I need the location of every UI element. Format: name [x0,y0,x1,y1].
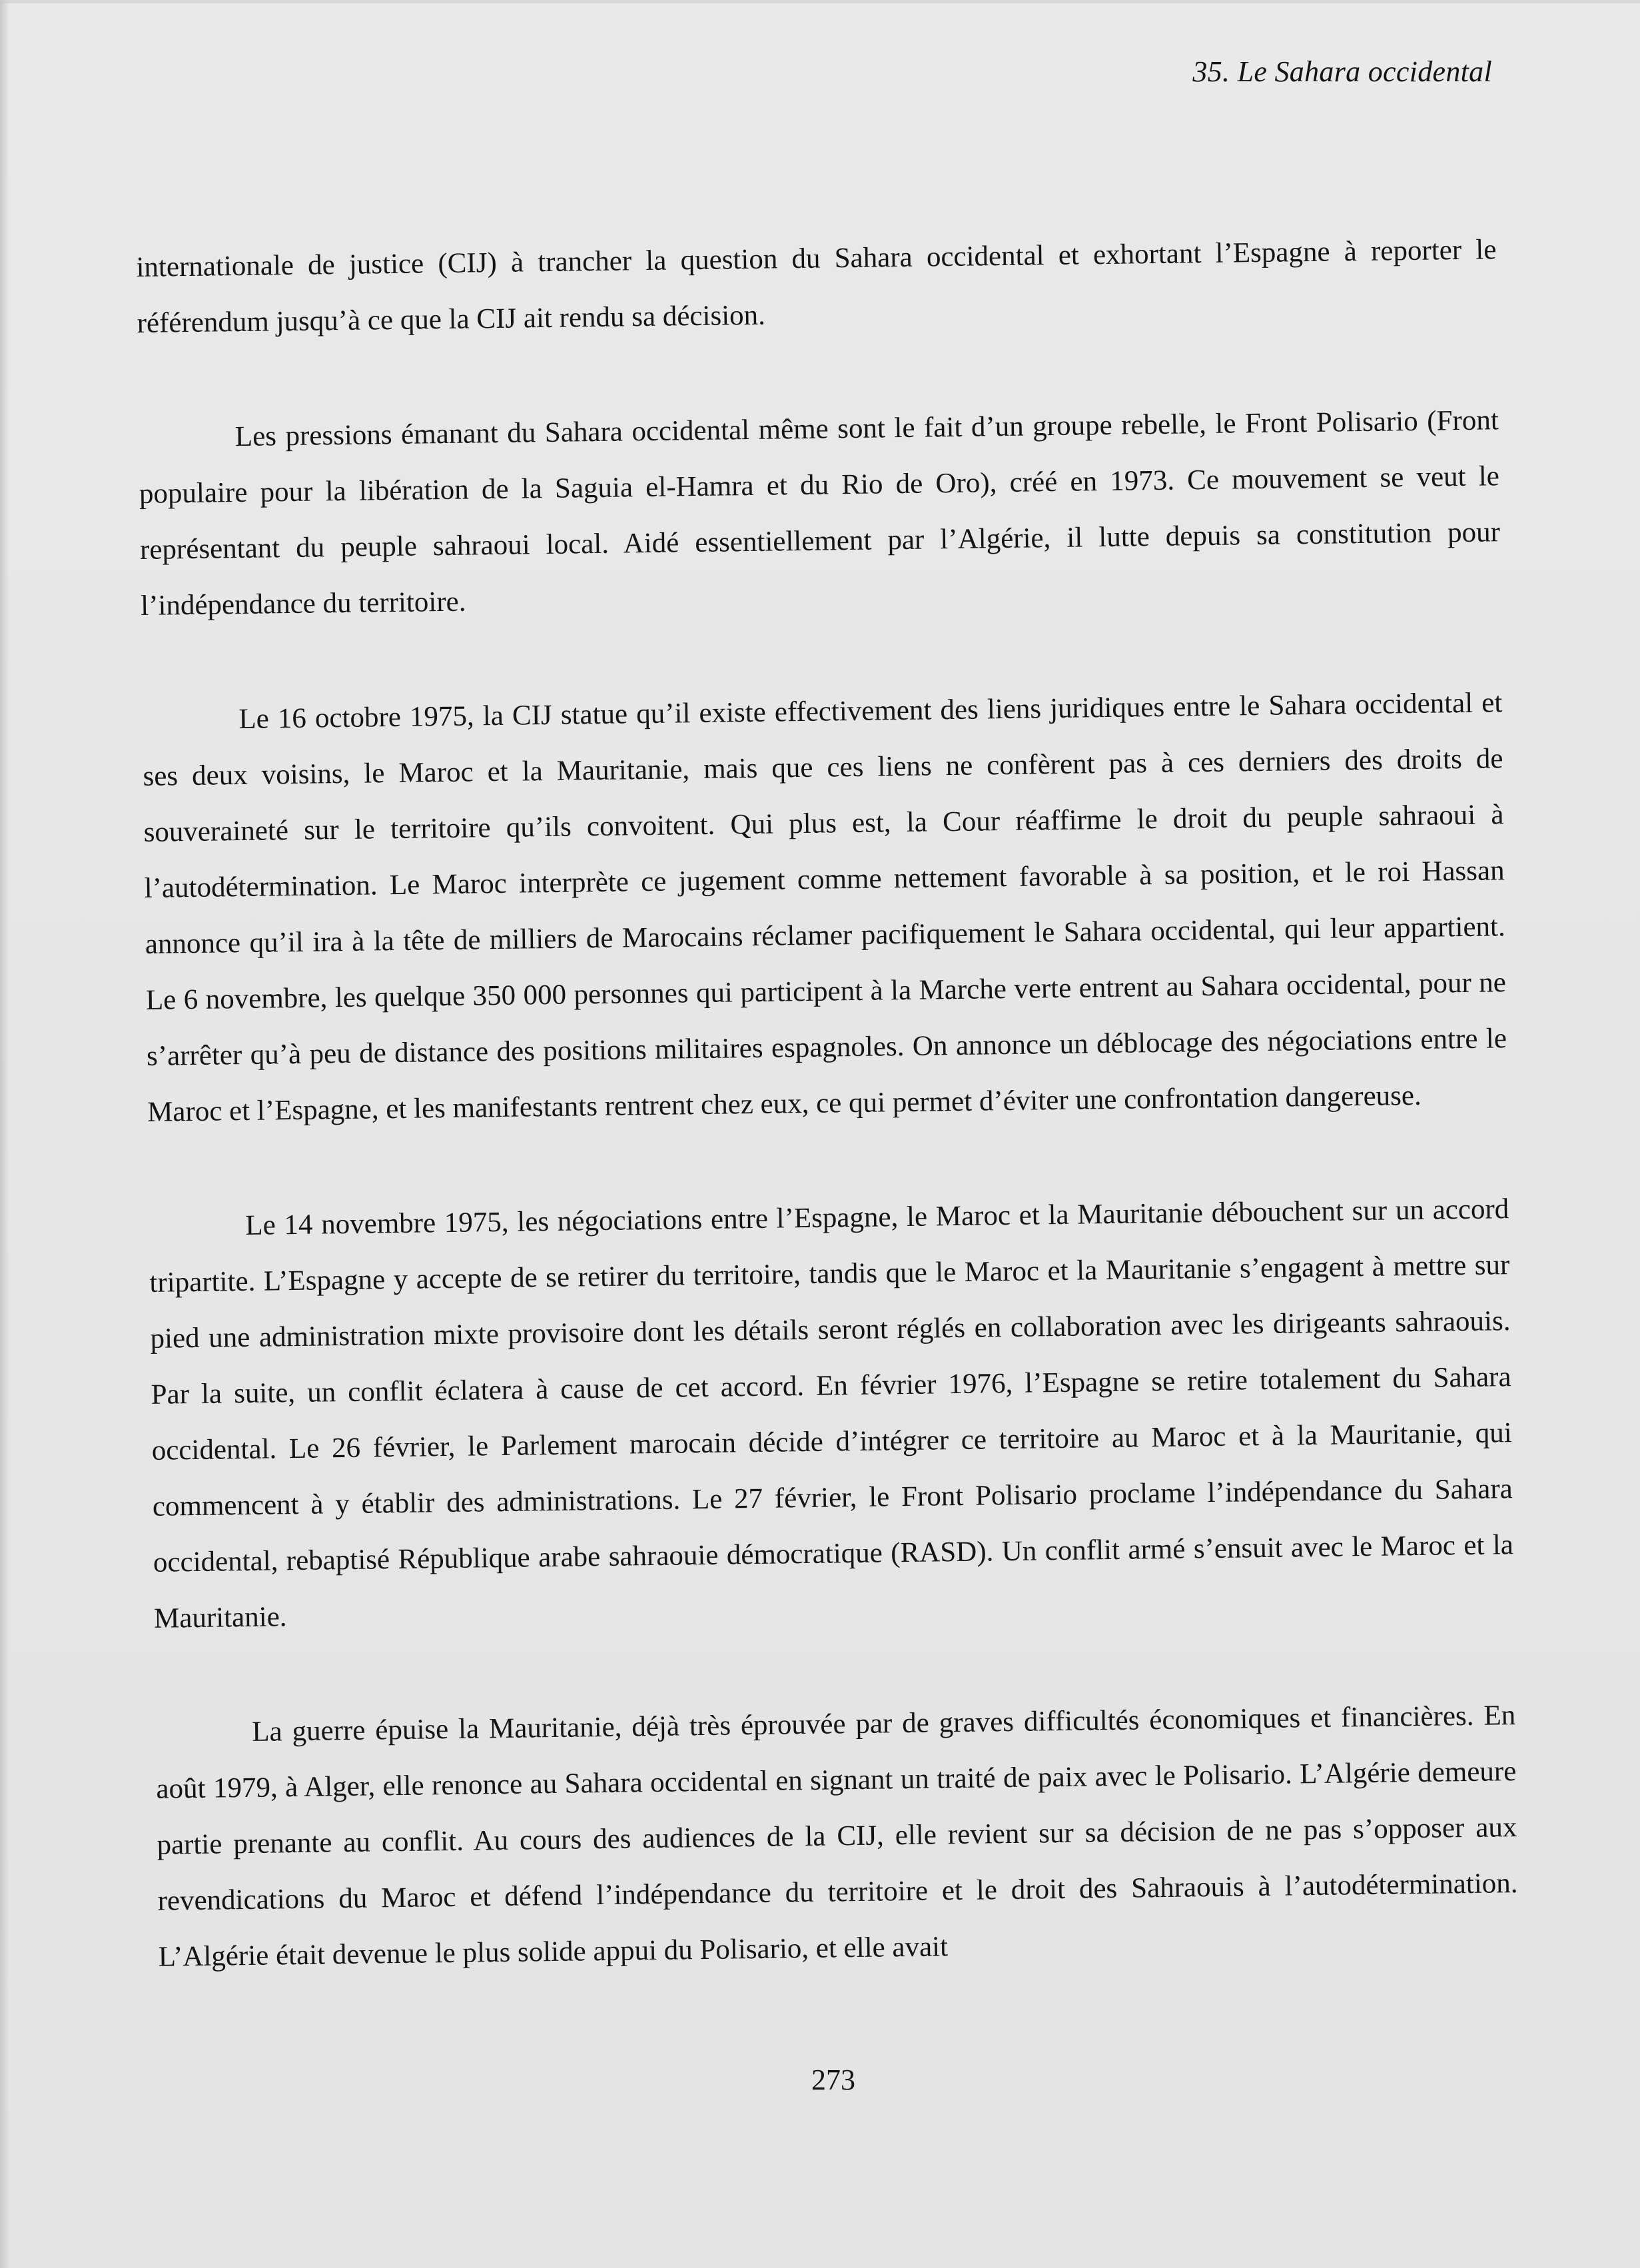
paragraph-mauritania-war: La guerre épuise la Mauritanie, déjà très éprouvée par de graves difficultés économiques et financières. En août 1979, à Alger, elle renonce au Sahara occidental en signant un traité de paix avec le Polisario. L’Algérie demeure partie prenante au conflit. Au cours des audiences de la CIJ, elle revient sur sa décision de ne pas s’opposer aux revendications du Maroc et défend l’indépendance du territoire et le droit des Sahraouis à l’autodétermination. L’Algérie était devenue le plus solide appui du Polisario, et elle avait [156,1700,1518,1973]
body-text [136,222,1519,2043]
paragraph-tripartite-accord: Le 14 novembre 1975, les négociations entre l’Espagne, le Maroc et la Mauritanie débouchent sur un accord tripartite. L’Espagne y accepte de se retirer du territoire, tandis que le Maroc et la Mauritanie s’engagent à mettre sur pied une administration mixte provisoire dont les détails seront réglés en collaboration avec les dirigeants sahraouis. Par la suite, un conflit éclatera à cause de cet accord. En février 1976, l’Espagne se retire totalement du Sahara occidental. Le 26 février, le Parlement marocain décide d’intégrer ce territoire au Maroc et à la Mauritanie, qui commencent à y établir des administrations. Le 27 février, le Front Polisario proclame l’indépendance du Sahara occidental, rebaptisé République arabe sahraouie démocratique (RASD). Un conflit armé s’ensuit avec le Maroc et la Mauritanie. [149,1193,1514,1634]
page-top-edge [0,0,1640,3]
page-number: 273 [811,2063,855,2096]
binding-shadow [0,0,9,2268]
paragraph-polisario: Les pressions émanant du Sahara occidental même sont le fait d’un groupe rebelle, le Front Polisario (Front populaire pour la libération de la Saguia el-Hamra et du Rio de Oro), créé en 1973. Ce mouvement se veut le représentant du peuple sahraoui local. Aidé essentiellement par l’Algérie, il lutte depuis sa constitution pour l’indépendance du territoire. [139,404,1501,622]
running-header: 35. Le Sahara occidental [1192,55,1492,88]
paragraph-cij-ruling: Le 16 octobre 1975, la CIJ statue qu’il existe effectivement des liens juridiques entre le Sahara occidental et ses deux voisins, le Maroc et la Mauritanie, mais que ces liens ne confèrent pas à ces derniers des droits de souveraineté sur le territoire qu’ils convoitent. Qui plus est, la Cour réaffirme le droit du peuple sahraoui à l’autodétermination. Le Maroc interprète ce jugement comme nettement favorable à sa position, et le roi Hassan annonce qu’il ira à la tête de milliers de Marocains réclamer pacifiquement le Sahara occidental, qui leur appartient. Le 6 novembre, les quelque 350 000 personnes qui participent à la Marche verte entrent au Sahara occidental, pour ne s’arrêter qu’à peu de distance des positions militaires espagnoles. On annonce un déblocage des négociations entre le Maroc et l’Espagne, et les manifestants rentrent chez eux, ce qui permet d’éviter une confrontation dangereuse. [143,687,1507,1128]
paragraph-continuation: internationale de justice (CIJ) à trancher la question du Sahara occidental et exhortant l’Espagne à reporter le référendum jusqu’à ce que la CIJ ait rendu sa décision. [136,234,1497,339]
